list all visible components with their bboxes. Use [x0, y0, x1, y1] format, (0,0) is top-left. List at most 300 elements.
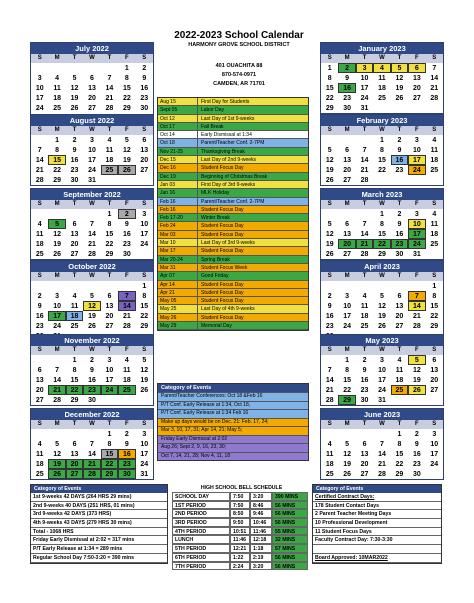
- event-date: May 26: [158, 314, 198, 321]
- category-row: P/T Conf. Early Release at 1:34 Feb 16: [158, 409, 308, 418]
- day-cell: 30: [122, 251, 131, 258]
- day-cell: 5: [124, 137, 129, 144]
- day-cell: 25: [101, 165, 118, 175]
- day-cell: 15: [105, 231, 114, 238]
- day-cell: 27: [430, 387, 439, 394]
- weekday-label: S: [142, 55, 147, 61]
- day-cell: 2: [118, 209, 135, 219]
- day-cell: 18: [53, 95, 62, 102]
- month-title: March 2023: [321, 189, 443, 200]
- day-cell: 9: [124, 221, 129, 228]
- day-cell: 22: [343, 387, 352, 394]
- day-cell: 12: [412, 367, 421, 374]
- weekday-label: W: [379, 55, 385, 61]
- event-row: [158, 131, 308, 139]
- day-cell: 29: [325, 105, 334, 112]
- day-cell: 22: [101, 459, 118, 469]
- day-cell: 27: [140, 167, 149, 174]
- bell-cell: 9:50: [230, 518, 250, 527]
- contract-row: 178 Student Contact Days: [313, 502, 441, 511]
- weekday-label: S: [142, 273, 147, 279]
- day-cell: 2: [362, 357, 367, 364]
- day-cell: 13: [35, 377, 44, 384]
- day-cell: 11: [326, 451, 334, 458]
- bell-row: [172, 527, 308, 536]
- weekday-label: W: [89, 55, 95, 61]
- day-cell: 15: [140, 303, 149, 310]
- weekday-label: W: [379, 347, 385, 353]
- month-title: January 2023: [321, 43, 443, 54]
- event-date: Mar 03: [158, 231, 198, 238]
- day-cell: 4: [72, 293, 77, 300]
- weekday-label: M: [344, 201, 350, 207]
- weekday-label: S: [327, 55, 332, 61]
- weekday-label: T: [107, 421, 112, 427]
- day-cell: 24: [343, 323, 352, 330]
- event-date: Jan 16: [158, 189, 198, 196]
- day-cell: 9: [397, 221, 402, 228]
- event-date: Jan 03: [158, 181, 198, 188]
- day-cell: 17: [140, 451, 149, 458]
- day-cell: 26: [395, 95, 404, 102]
- day-cell: 19: [122, 157, 131, 164]
- weekday-label: T: [397, 273, 402, 279]
- bell-row: [172, 509, 308, 518]
- day-cell: 1: [107, 211, 112, 218]
- day-cell: 20: [35, 387, 44, 394]
- event-text: Thanksgiving Break: [201, 148, 245, 155]
- day-cell: 17: [408, 229, 425, 239]
- weekday-label: T: [72, 347, 77, 353]
- weekday-label: S: [142, 201, 147, 207]
- event-text: Labor Day: [201, 107, 225, 114]
- day-cell: 5: [391, 63, 408, 73]
- day-cell: 29: [338, 395, 355, 405]
- day-cell: 27: [360, 471, 369, 478]
- day-cell: 2: [124, 431, 129, 438]
- day-cell: 15: [430, 303, 439, 310]
- day-cell: 4: [107, 137, 112, 144]
- day-cell: 9: [397, 147, 402, 154]
- day-cell: 17: [35, 95, 44, 102]
- weekday-label: M: [54, 347, 60, 353]
- day-cell: 30: [343, 105, 352, 112]
- bell-cell: 2ND PERIOD: [172, 509, 230, 518]
- event-row: [158, 106, 308, 114]
- day-cell: 19: [53, 241, 62, 248]
- day-cell: 5: [55, 441, 60, 448]
- weekday-label: T: [397, 421, 402, 427]
- day-cell: 9: [362, 367, 367, 374]
- day-cell: 24: [408, 239, 425, 249]
- weekday-label: S: [432, 55, 437, 61]
- event-row: [158, 214, 308, 222]
- bell-header: HIGH SCHOOL BELL SCHEDULE: [172, 484, 308, 492]
- day-cell: 1: [142, 283, 147, 290]
- day-cell: 23: [118, 459, 135, 469]
- weekday-label: F: [415, 127, 419, 133]
- month-title: December 2022: [31, 409, 153, 420]
- day-cell: 23: [140, 95, 149, 102]
- weekday-label: S: [327, 347, 332, 353]
- day-cell: 22: [395, 461, 404, 468]
- day-cell: 21: [105, 95, 114, 102]
- day-cell: 10: [408, 219, 425, 229]
- day-cell: 10: [88, 147, 96, 154]
- weekday-label: S: [37, 201, 42, 207]
- weekday-label: T: [397, 55, 402, 61]
- day-cell: 19: [343, 461, 352, 468]
- day-cell: 4: [55, 75, 60, 82]
- event-date: Feb 17-20: [158, 214, 198, 221]
- day-cell: 8: [327, 75, 332, 82]
- day-cell: 8: [107, 221, 112, 228]
- hours-row: 4th 9-weeks 43 DAYS (279 HRS 30 mins): [31, 519, 167, 528]
- day-cell: 25: [378, 95, 386, 102]
- day-cell: 8: [397, 441, 402, 448]
- event-date: Feb 16: [158, 206, 198, 213]
- day-cell: 1: [124, 65, 129, 72]
- day-cell: 16: [395, 231, 404, 238]
- bell-row: [172, 501, 308, 510]
- day-cell: 6: [107, 293, 112, 300]
- bell-cell: 7:50: [230, 501, 250, 510]
- day-cell: 20: [140, 157, 149, 164]
- day-cell: 23: [122, 241, 131, 248]
- day-cell: 9: [72, 147, 77, 154]
- event-row: [158, 206, 308, 214]
- bell-cell: 8:50: [230, 509, 250, 518]
- day-cell: 12: [395, 75, 404, 82]
- day-cell: 28: [360, 251, 369, 258]
- day-cell: 18: [66, 311, 83, 321]
- day-cell: 28: [430, 95, 439, 102]
- event-date: Feb 24: [158, 222, 198, 229]
- month-right-2: [320, 188, 444, 260]
- month-left-3: [30, 260, 154, 342]
- day-cell: 2: [327, 293, 332, 300]
- weekday-label: T: [362, 347, 367, 353]
- day-cell: 26: [325, 251, 334, 258]
- day-cell: 3: [107, 357, 112, 364]
- day-cell: 3: [142, 431, 147, 438]
- month-left-4: [30, 334, 154, 406]
- event-date: Sept 05: [158, 106, 198, 113]
- day-cell: 22: [122, 95, 131, 102]
- weekday-label: S: [37, 347, 42, 353]
- day-cell: 21: [378, 461, 386, 468]
- event-date: May 05: [158, 297, 198, 304]
- day-cell: 8: [124, 75, 129, 82]
- weekday-label: S: [37, 421, 42, 427]
- day-cell: 7: [37, 147, 42, 154]
- weekday-label: M: [344, 55, 350, 61]
- day-cell: 26: [140, 387, 149, 394]
- event-text: Beginning of Christmas Break: [201, 173, 268, 180]
- hours-row: Total - 1068 HRS: [31, 528, 167, 537]
- bell-cell: 2:24: [230, 562, 250, 571]
- day-cell: 6: [72, 441, 77, 448]
- day-cell: 29: [105, 251, 114, 258]
- weekday-label: T: [72, 273, 77, 279]
- day-cell: 18: [35, 461, 44, 468]
- day-cell: 9: [142, 75, 147, 82]
- event-date: Nov 21-25: [158, 148, 198, 155]
- day-cell: 12: [343, 451, 352, 458]
- weekday-label: W: [89, 273, 95, 279]
- school-name: HARMONY GROVE SCHOOL DISTRICT: [188, 42, 290, 48]
- bell-cell: 7:50: [230, 492, 250, 501]
- day-cell: 4: [362, 293, 367, 300]
- day-cell: 13: [343, 157, 352, 164]
- weekday-label: S: [37, 127, 42, 133]
- weekday-label: S: [432, 273, 437, 279]
- weekday-label: S: [327, 421, 332, 427]
- day-cell: 1: [72, 357, 77, 364]
- day-cell: 4: [37, 221, 42, 228]
- day-cell: 11: [378, 75, 386, 82]
- day-cell: 20: [395, 313, 404, 320]
- day-cell: 5: [380, 293, 384, 300]
- weekday-label: W: [379, 421, 385, 427]
- day-cell: 11: [123, 367, 131, 374]
- weekday-label: T: [397, 127, 402, 133]
- day-cell: 14: [35, 157, 44, 164]
- day-cell: 6: [345, 221, 350, 228]
- day-cell: 27: [412, 95, 421, 102]
- day-cell: 19: [325, 167, 334, 174]
- day-cell: 21: [356, 239, 373, 249]
- event-row: [158, 264, 308, 272]
- day-cell: 4: [373, 63, 390, 73]
- event-date: Mar 10: [158, 239, 198, 246]
- event-date: Dec 19: [158, 173, 198, 180]
- bell-row: [172, 518, 308, 527]
- month-title: February 2023: [321, 115, 443, 126]
- weekday-label: T: [107, 273, 112, 279]
- bell-cell: 390 MINS: [272, 492, 308, 501]
- day-cell: 19: [395, 85, 404, 92]
- day-cell: 28: [105, 105, 114, 112]
- day-cell: 1: [107, 431, 112, 438]
- day-cell: 30: [412, 471, 421, 478]
- day-cell: 13: [395, 303, 404, 310]
- day-cell: 13: [70, 231, 79, 238]
- event-row: [158, 115, 308, 123]
- day-cell: 20: [66, 459, 83, 469]
- hours-header: Category of Events: [31, 485, 167, 493]
- day-cell: 14: [88, 451, 96, 458]
- day-cell: 30: [88, 397, 96, 404]
- event-row: [158, 247, 308, 255]
- day-cell: 21: [83, 459, 100, 469]
- day-cell: 23: [35, 323, 44, 330]
- category-row: P/T Conf. Early Release at 1:34, Oct 18,: [158, 401, 308, 410]
- day-cell: 11: [360, 303, 369, 310]
- day-cell: 27: [343, 177, 352, 184]
- weekday-label: S: [432, 421, 437, 427]
- day-cell: 25: [35, 251, 44, 258]
- event-text: Memorial Day: [201, 323, 232, 330]
- calendar-title: 2022-2023 School Calendar: [174, 30, 304, 41]
- day-cell: 4: [124, 357, 129, 364]
- weekday-label: M: [344, 273, 350, 279]
- month-title: June 2023: [321, 409, 443, 420]
- bell-cell: 1:18: [250, 544, 272, 553]
- day-cell: 8: [345, 367, 350, 374]
- weekday-label: M: [344, 127, 350, 133]
- day-cell: 5: [327, 221, 332, 228]
- bell-cell: 10:51: [230, 527, 250, 536]
- bell-cell: 1ST PERIOD: [172, 501, 230, 510]
- event-text: Last Day of 3rd 9-weeks: [201, 240, 255, 247]
- day-cell: 14: [118, 301, 135, 311]
- category-row: Parent/Teacher Conferences: Oct 18 &Feb 16: [158, 392, 308, 401]
- event-row: [158, 289, 308, 297]
- event-date: Apr 07: [158, 272, 198, 279]
- day-cell: 7: [107, 75, 112, 82]
- event-date: Oct 14: [158, 131, 198, 138]
- day-cell: 13: [140, 147, 149, 154]
- day-cell: 24: [53, 323, 62, 330]
- day-cell: 25: [430, 241, 439, 248]
- day-cell: 7: [55, 367, 60, 374]
- event-date: Mar 17: [158, 247, 198, 254]
- weekday-label: S: [432, 127, 437, 133]
- day-cell: 27: [105, 323, 114, 330]
- day-cell: 9: [345, 75, 350, 82]
- weekday-label: M: [54, 127, 60, 133]
- day-cell: 14: [105, 85, 114, 92]
- event-text: Last Day of 4th 9-weeks: [201, 306, 255, 313]
- day-cell: 28: [88, 251, 96, 258]
- event-row: [158, 173, 308, 181]
- day-cell: 26: [118, 165, 135, 175]
- day-cell: 26: [48, 469, 65, 479]
- hours-row: 2nd 9-weeks 40 DAYS (251 HRS, 01 mins): [31, 502, 167, 511]
- day-cell: 7: [90, 441, 94, 448]
- day-cell: 26: [343, 471, 352, 478]
- day-cell: 21: [412, 313, 421, 320]
- day-cell: 17: [88, 157, 96, 164]
- day-cell: 16: [338, 83, 355, 93]
- day-cell: 15: [70, 377, 79, 384]
- day-cell: 7: [90, 221, 94, 228]
- weekday-label: M: [54, 273, 60, 279]
- weekday-label: S: [327, 273, 332, 279]
- day-cell: 28: [412, 323, 421, 330]
- day-cell: 17: [430, 451, 439, 458]
- day-cell: 14: [378, 451, 386, 458]
- school-address: 401 OUACHITA 88: [215, 63, 263, 69]
- bell-row: [172, 544, 308, 553]
- weekday-label: F: [125, 273, 129, 279]
- day-cell: 22: [378, 167, 386, 174]
- day-cell: 30: [118, 469, 135, 479]
- weekday-label: T: [107, 347, 112, 353]
- day-cell: 11: [430, 221, 438, 228]
- weekday-label: M: [344, 421, 350, 427]
- event-date: May 29: [158, 322, 198, 329]
- weekday-label: W: [379, 273, 385, 279]
- month-left-1: [30, 114, 154, 186]
- day-cell: 16: [70, 157, 79, 164]
- day-cell: 24: [430, 461, 439, 468]
- day-cell: 12: [325, 231, 334, 238]
- category-row: Aug 26; Sept 2, 9, 16, 23, 30;: [158, 443, 308, 452]
- day-cell: 2: [37, 293, 42, 300]
- weekday-label: M: [54, 421, 60, 427]
- day-cell: 10: [140, 441, 149, 448]
- weekday-label: M: [54, 55, 60, 61]
- month-left-0: [30, 42, 154, 124]
- event-text: Student Focus Day: [201, 223, 244, 230]
- weekday-label: S: [37, 273, 42, 279]
- day-cell: 31: [140, 471, 149, 478]
- day-cell: 16: [325, 313, 334, 320]
- event-text: Student Focus Day: [201, 165, 244, 172]
- event-text: Student Focus Day: [201, 298, 244, 305]
- event-date: Oct 17: [158, 123, 198, 130]
- weekday-label: S: [37, 55, 42, 61]
- category-row: Make up days would be on Dec. 21: Feb. 17, 24;: [158, 418, 308, 427]
- day-cell: 14: [360, 231, 369, 238]
- day-cell: 20: [338, 239, 355, 249]
- event-date: Mar 31: [158, 264, 198, 271]
- day-cell: 13: [412, 75, 421, 82]
- bell-schedule: [172, 484, 308, 570]
- bell-cell: 8:46: [250, 501, 272, 510]
- day-cell: 27: [88, 105, 96, 112]
- day-cell: 20: [360, 461, 369, 468]
- day-cell: 16: [140, 85, 149, 92]
- month-title: November 2022: [31, 335, 153, 346]
- day-cell: 14: [88, 231, 96, 238]
- day-cell: 24: [101, 385, 118, 395]
- day-cell: 22: [53, 167, 62, 174]
- bell-cell: SCHOOL DAY: [172, 492, 230, 501]
- month-title: September 2022: [31, 189, 153, 200]
- day-cell: 25: [35, 471, 44, 478]
- day-cell: 14: [360, 157, 369, 164]
- contract-row: [313, 545, 441, 554]
- day-cell: 31: [360, 105, 369, 112]
- day-cell: 16: [118, 449, 135, 459]
- day-cell: 19: [412, 377, 421, 384]
- day-cell: 3: [55, 293, 60, 300]
- day-cell: 19: [140, 377, 149, 384]
- day-cell: 23: [325, 323, 334, 330]
- event-text: Fall Break: [201, 123, 224, 130]
- event-row: [158, 139, 308, 147]
- event-row: [158, 98, 308, 106]
- day-cell: 5: [90, 293, 94, 300]
- contract-row: Certified Contract Days:: [313, 493, 441, 502]
- bell-row: [172, 492, 308, 501]
- day-cell: 25: [70, 323, 79, 330]
- bell-row: [172, 535, 308, 544]
- day-cell: 22: [66, 385, 83, 395]
- month-title: August 2022: [31, 115, 153, 126]
- day-cell: 23: [70, 167, 79, 174]
- day-cell: 14: [430, 75, 439, 82]
- day-cell: 6: [408, 63, 425, 73]
- day-cell: 26: [70, 105, 79, 112]
- day-cell: 7: [432, 65, 437, 72]
- weekday-label: T: [107, 201, 112, 207]
- day-cell: 13: [105, 303, 114, 310]
- contract-row: 10 Professional Development: [313, 519, 441, 528]
